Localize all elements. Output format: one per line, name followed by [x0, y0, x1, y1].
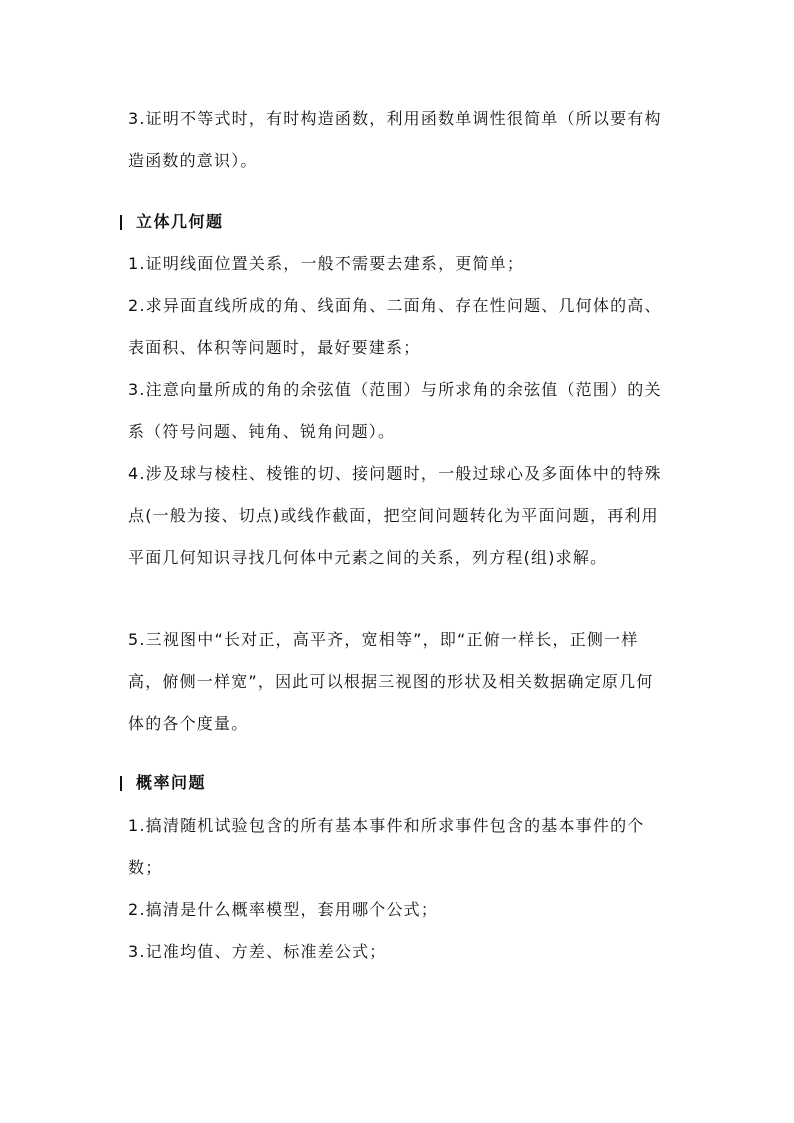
section-heading-probability — [120, 771, 206, 795]
list-item: 1.证明线面位置关系，一般不需要去建系，更简单； — [128, 254, 525, 273]
list-item: 1.搞清随机试验包含的所有基本事件和所求事件包含的基本事件的个数； — [128, 816, 645, 877]
list-item: 4.涉及球与棱柱、棱锥的切、接问题时，一般过球心及多面体中的特殊点(一般为接、切点)或线作截面，把空间问题转化为平面问题，再利用平面几何知识寻找几何体中元素之间的关系，列方程(组)求解。 — [128, 464, 662, 567]
heading-bar-icon — [120, 776, 122, 791]
section-heading-solid-geometry — [120, 210, 224, 234]
list-item: 3.记准均值、方差、标准差公式； — [128, 942, 387, 961]
list-item: 2.搞清是什么概率模型，套用哪个公式； — [128, 900, 439, 919]
list-item: 2.求异面直线所成的角、线面角、二面角、存在性问题、几何体的高、表面积、体积等问题时，最好要建系； — [128, 296, 662, 357]
section-title: 立体几何题 — [136, 212, 224, 231]
section-title: 概率问题 — [136, 773, 207, 792]
list-item: 5.三视图中“长对正，高平齐，宽相等”，即“正俯一样长，正侧一样高，俯侧一样宽”，因此可以根据三视图的形状及相关数据确定原几何体的各个度量。 — [128, 630, 654, 733]
intro-paragraph: 3.证明不等式时，有时构造函数，利用函数单调性很简单（所以要有构造函数的意识）。 — [128, 109, 662, 170]
list-item: 3.注意向量所成的角的余弦值（范围）与所求角的余弦值（范围）的关系（符号问题、钝角、锐角问题）。 — [128, 380, 662, 441]
heading-bar-icon — [120, 215, 122, 230]
